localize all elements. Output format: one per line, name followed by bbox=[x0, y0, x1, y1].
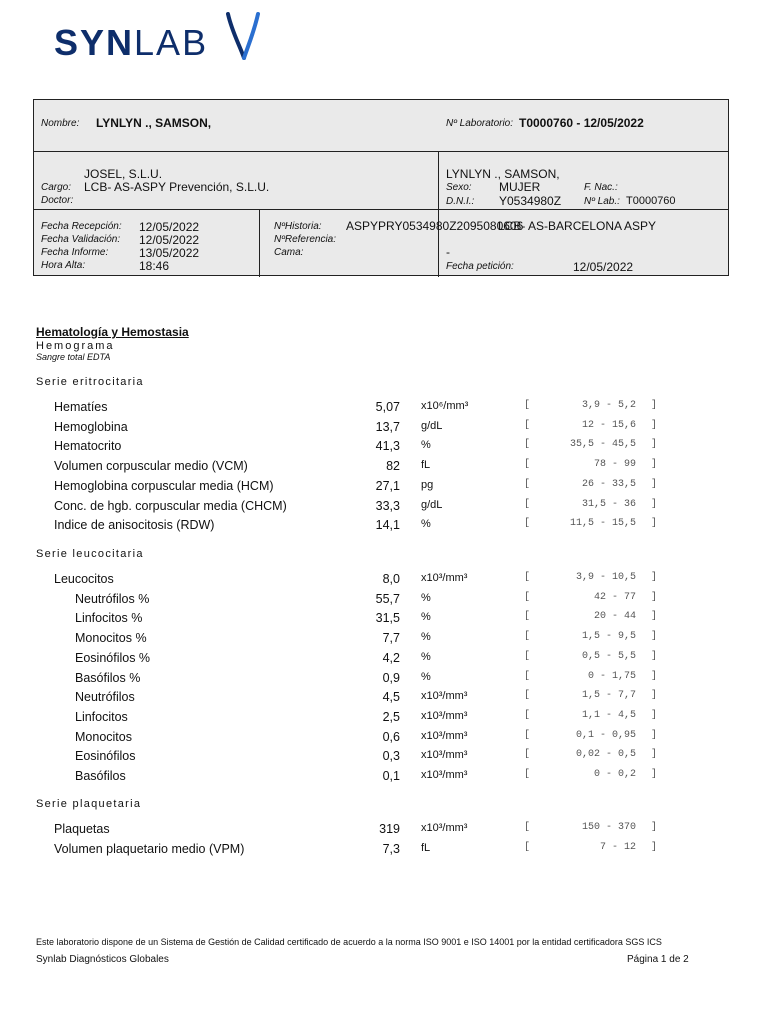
range-close-bracket: ] bbox=[651, 841, 658, 853]
range-open-bracket: [ bbox=[524, 611, 531, 623]
test-value: 0,1 bbox=[382, 769, 400, 783]
test-name: Leucocitos bbox=[54, 572, 114, 586]
test-value: 0,3 bbox=[382, 749, 400, 764]
result-row bbox=[0, 420, 768, 440]
test-name: Hematocrito bbox=[54, 439, 122, 454]
reference-range: 12 - 15,6 bbox=[581, 419, 636, 431]
range-close-bracket: ] bbox=[651, 572, 658, 583]
result-row bbox=[0, 459, 768, 479]
test-unit: x10³/mm³ bbox=[421, 709, 468, 722]
range-close-bracket: ] bbox=[651, 822, 658, 833]
series-title: Serie eritrocitaria bbox=[36, 376, 144, 388]
result-row bbox=[0, 730, 768, 750]
test-unit: pg bbox=[421, 478, 434, 491]
test-value: 0,9 bbox=[382, 670, 400, 685]
test-unit: % bbox=[421, 631, 431, 644]
reference-range: 1,1 - 4,5 bbox=[581, 709, 636, 721]
test-value: 4,2 bbox=[382, 650, 400, 665]
fnac-label: F. Nac.: bbox=[584, 182, 618, 193]
lab-number-label: Nº Laboratorio: bbox=[446, 118, 514, 129]
reference-range: 150 - 370 bbox=[581, 822, 636, 833]
range-close-bracket: ] bbox=[651, 419, 658, 431]
range-open-bracket: [ bbox=[524, 841, 531, 853]
test-name: Hemoglobina corpuscular media (HCM) bbox=[54, 478, 274, 493]
test-value: 7,7 bbox=[382, 631, 400, 646]
test-value: 8,0 bbox=[382, 572, 400, 586]
test-unit: g/dL bbox=[421, 498, 443, 511]
range-close-bracket: ] bbox=[651, 749, 658, 761]
range-close-bracket: ] bbox=[651, 709, 658, 721]
test-unit: x10³/mm³ bbox=[421, 690, 468, 703]
test-name: Hematíes bbox=[54, 400, 108, 414]
result-row bbox=[0, 822, 768, 842]
test-unit: % bbox=[421, 518, 431, 531]
cargo-label: Cargo: bbox=[41, 182, 72, 193]
range-open-bracket: [ bbox=[524, 769, 531, 780]
quality-note: Este laboratorio dispone de un Sistema de Gestión de Calidad certificado de acuerdo a la norma ISO 9001 e ISO 14001 por la entidad certificadora SGS ICS bbox=[36, 937, 662, 947]
test-unit: x10³/mm³ bbox=[421, 749, 468, 762]
referencia-label: NºReferencia: bbox=[274, 234, 337, 245]
result-row bbox=[0, 842, 768, 862]
range-open-bracket: [ bbox=[524, 498, 531, 510]
result-row bbox=[0, 518, 768, 538]
test-unit: fL bbox=[421, 841, 431, 854]
test-value: 319 bbox=[379, 822, 400, 836]
range-open-bracket: [ bbox=[524, 822, 531, 833]
page-number: Página 1 de 2 bbox=[627, 954, 689, 965]
test-unit: fL bbox=[421, 459, 431, 472]
range-open-bracket: [ bbox=[524, 709, 531, 721]
test-value: 82 bbox=[386, 459, 400, 474]
doctor-label: Doctor: bbox=[41, 195, 74, 206]
range-close-bracket: ] bbox=[651, 459, 658, 471]
range-open-bracket: [ bbox=[524, 478, 531, 490]
range-close-bracket: ] bbox=[651, 518, 658, 530]
range-open-bracket: [ bbox=[524, 459, 531, 471]
test-name: Linfocitos bbox=[75, 709, 128, 724]
reference-range: 20 - 44 bbox=[593, 611, 636, 623]
range-open-bracket: [ bbox=[524, 729, 531, 741]
test-value: 31,5 bbox=[375, 611, 400, 626]
result-row bbox=[0, 439, 768, 459]
test-value: 2,5 bbox=[382, 709, 400, 724]
range-close-bracket: ] bbox=[651, 690, 658, 702]
range-open-bracket: [ bbox=[524, 419, 531, 431]
reference-range: 3,9 - 5,2 bbox=[581, 400, 636, 411]
reference-range: 0 - 0,2 bbox=[593, 769, 636, 780]
range-open-bracket: [ bbox=[524, 631, 531, 643]
dash-value: - bbox=[446, 245, 450, 259]
test-unit: % bbox=[421, 591, 431, 604]
reference-range: 0,1 - 0,95 bbox=[575, 729, 636, 741]
test-name: Linfocitos % bbox=[75, 611, 143, 626]
range-open-bracket: [ bbox=[524, 518, 531, 530]
range-open-bracket: [ bbox=[524, 650, 531, 662]
range-open-bracket: [ bbox=[524, 572, 531, 583]
test-unit: % bbox=[421, 611, 431, 624]
cargo-value: LCB- AS-ASPY Prevención, S.L.U. bbox=[84, 180, 270, 194]
historia-label: NºHistoria: bbox=[274, 221, 322, 232]
reference-range: 1,5 - 7,7 bbox=[581, 690, 636, 702]
patient-name-right: LYNLYN ., SAMSON, bbox=[446, 167, 560, 181]
result-row bbox=[0, 671, 768, 691]
series-title: Serie leucocitaria bbox=[36, 548, 144, 560]
fecha-informe-value: 13/05/2022 bbox=[139, 246, 200, 260]
result-row bbox=[0, 479, 768, 499]
result-row bbox=[0, 690, 768, 710]
reference-range: 0,02 - 0,5 bbox=[575, 749, 636, 761]
test-value: 33,3 bbox=[375, 498, 400, 513]
test-unit: x10³/mm³ bbox=[421, 729, 468, 742]
result-row bbox=[0, 651, 768, 671]
range-open-bracket: [ bbox=[524, 749, 531, 761]
sexo-value: MUJER bbox=[499, 180, 541, 194]
test-name: Basófilos % bbox=[75, 670, 141, 685]
test-name: Monocitos % bbox=[75, 631, 147, 646]
range-close-bracket: ] bbox=[651, 498, 658, 510]
nlab-label: Nº Lab.: bbox=[584, 196, 620, 207]
reference-range: 0 - 1,75 bbox=[587, 670, 636, 682]
result-row bbox=[0, 400, 768, 420]
reference-range: 1,5 - 9,5 bbox=[581, 631, 636, 643]
range-open-bracket: [ bbox=[524, 670, 531, 682]
reference-range: 7 - 12 bbox=[599, 841, 636, 853]
result-row bbox=[0, 710, 768, 730]
range-close-bracket: ] bbox=[651, 591, 658, 603]
result-row bbox=[0, 572, 768, 592]
range-close-bracket: ] bbox=[651, 670, 658, 682]
fecha-informe-label: Fecha Informe: bbox=[41, 247, 109, 258]
fecha-validacion-value: 12/05/2022 bbox=[139, 233, 200, 247]
fecha-validacion-label: Fecha Validación: bbox=[41, 234, 121, 245]
patient-name: LYNLYN ., SAMSON, bbox=[96, 116, 212, 130]
result-row bbox=[0, 592, 768, 612]
nombre-label: Nombre: bbox=[41, 118, 80, 129]
reference-range: 31,5 - 36 bbox=[581, 498, 636, 510]
test-name: Volumen plaquetario medio (VPM) bbox=[54, 841, 245, 856]
test-name: Basófilos bbox=[75, 769, 126, 783]
test-value: 4,5 bbox=[382, 690, 400, 705]
test-name: Volumen corpuscular medio (VCM) bbox=[54, 459, 248, 474]
test-name: Indice de anisocitosis (RDW) bbox=[54, 518, 215, 533]
test-value: 5,07 bbox=[375, 400, 400, 414]
test-unit: x10³/mm³ bbox=[421, 822, 468, 834]
test-value: 41,3 bbox=[375, 439, 400, 454]
result-row bbox=[0, 499, 768, 519]
range-open-bracket: [ bbox=[524, 439, 531, 451]
test-unit: % bbox=[421, 670, 431, 683]
reference-range: 42 - 77 bbox=[593, 591, 636, 603]
test-unit: g/dL bbox=[421, 419, 443, 432]
test-value: 7,3 bbox=[382, 841, 400, 856]
test-name: Neutrófilos bbox=[75, 690, 135, 705]
fecha-recepcion-label: Fecha Recepción: bbox=[41, 221, 122, 232]
reference-range: 78 - 99 bbox=[593, 459, 636, 471]
test-unit: x10⁶/mm³ bbox=[421, 400, 469, 412]
test-value: 0,6 bbox=[382, 729, 400, 744]
test-value: 55,7 bbox=[375, 591, 400, 606]
test-value: 27,1 bbox=[375, 478, 400, 493]
range-close-bracket: ] bbox=[651, 631, 658, 643]
test-unit: x10³/mm³ bbox=[421, 769, 468, 781]
company-name: JOSEL, S.L.U. bbox=[84, 167, 163, 181]
hora-alta-value: 18:46 bbox=[139, 259, 170, 273]
test-name: Eosinófilos % bbox=[75, 650, 151, 665]
cama-label: Cama: bbox=[274, 247, 304, 258]
result-row bbox=[0, 769, 768, 789]
result-row bbox=[0, 631, 768, 651]
center-value: LCB- AS-BARCELONA ASPY bbox=[498, 219, 657, 233]
lab-number-value: T0000760 - 12/05/2022 bbox=[519, 116, 644, 130]
reference-range: 3,9 - 10,5 bbox=[575, 572, 636, 583]
nlab-value: T0000760 bbox=[626, 195, 676, 207]
range-open-bracket: [ bbox=[524, 400, 531, 411]
range-close-bracket: ] bbox=[651, 439, 658, 451]
test-unit: % bbox=[421, 650, 431, 663]
fecha-recepcion-value: 12/05/2022 bbox=[139, 220, 200, 234]
test-unit: % bbox=[421, 439, 431, 452]
test-name: Neutrófilos % bbox=[75, 591, 150, 606]
reference-range: 26 - 33,5 bbox=[581, 478, 636, 490]
test-name: Hemoglobina bbox=[54, 419, 128, 434]
logo-text-bold: SYN bbox=[54, 22, 135, 63]
range-close-bracket: ] bbox=[651, 478, 658, 490]
range-close-bracket: ] bbox=[651, 611, 658, 623]
result-row bbox=[0, 749, 768, 769]
range-close-bracket: ] bbox=[651, 650, 658, 662]
dni-label: D.N.I.: bbox=[446, 196, 475, 207]
test-name: Plaquetas bbox=[54, 822, 110, 836]
patient-header bbox=[33, 99, 729, 276]
range-close-bracket: ] bbox=[651, 769, 658, 780]
range-close-bracket: ] bbox=[651, 729, 658, 741]
series-title: Serie plaquetaria bbox=[36, 798, 142, 810]
reference-range: 35,5 - 45,5 bbox=[569, 439, 636, 451]
fecha-peticion-value: 12/05/2022 bbox=[573, 260, 634, 274]
reference-range: 0,5 - 5,5 bbox=[581, 650, 636, 662]
test-name: Conc. de hgb. corpuscular media (CHCM) bbox=[54, 498, 287, 513]
fecha-peticion-label: Fecha petición: bbox=[446, 261, 514, 272]
historia-value: ASPYPRY0534980Z2095080606 bbox=[346, 219, 524, 233]
section-title: Hematología y Hemostasia bbox=[36, 325, 189, 339]
sexo-label: Sexo: bbox=[446, 182, 472, 193]
reference-range: 11,5 - 15,5 bbox=[569, 518, 636, 530]
test-name: Eosinófilos bbox=[75, 749, 136, 764]
range-open-bracket: [ bbox=[524, 591, 531, 603]
hora-alta-label: Hora Alta: bbox=[41, 260, 86, 271]
synlab-logo bbox=[54, 22, 208, 64]
test-unit: x10³/mm³ bbox=[421, 572, 468, 584]
section-subtitle: Hemograma bbox=[36, 340, 115, 352]
test-name: Monocitos bbox=[75, 729, 132, 744]
test-value: 14,1 bbox=[375, 518, 400, 533]
result-row bbox=[0, 611, 768, 631]
dni-value: Y0534980Z bbox=[499, 194, 562, 208]
range-open-bracket: [ bbox=[524, 690, 531, 702]
logo-text-light: LAB bbox=[134, 22, 209, 63]
sample-type: Sangre total EDTA bbox=[36, 352, 111, 362]
range-close-bracket: ] bbox=[651, 400, 658, 411]
test-value: 13,7 bbox=[375, 419, 400, 434]
synlab-logo-mark-icon bbox=[226, 12, 262, 62]
footer-company: Synlab Diagnósticos Globales bbox=[36, 954, 169, 965]
